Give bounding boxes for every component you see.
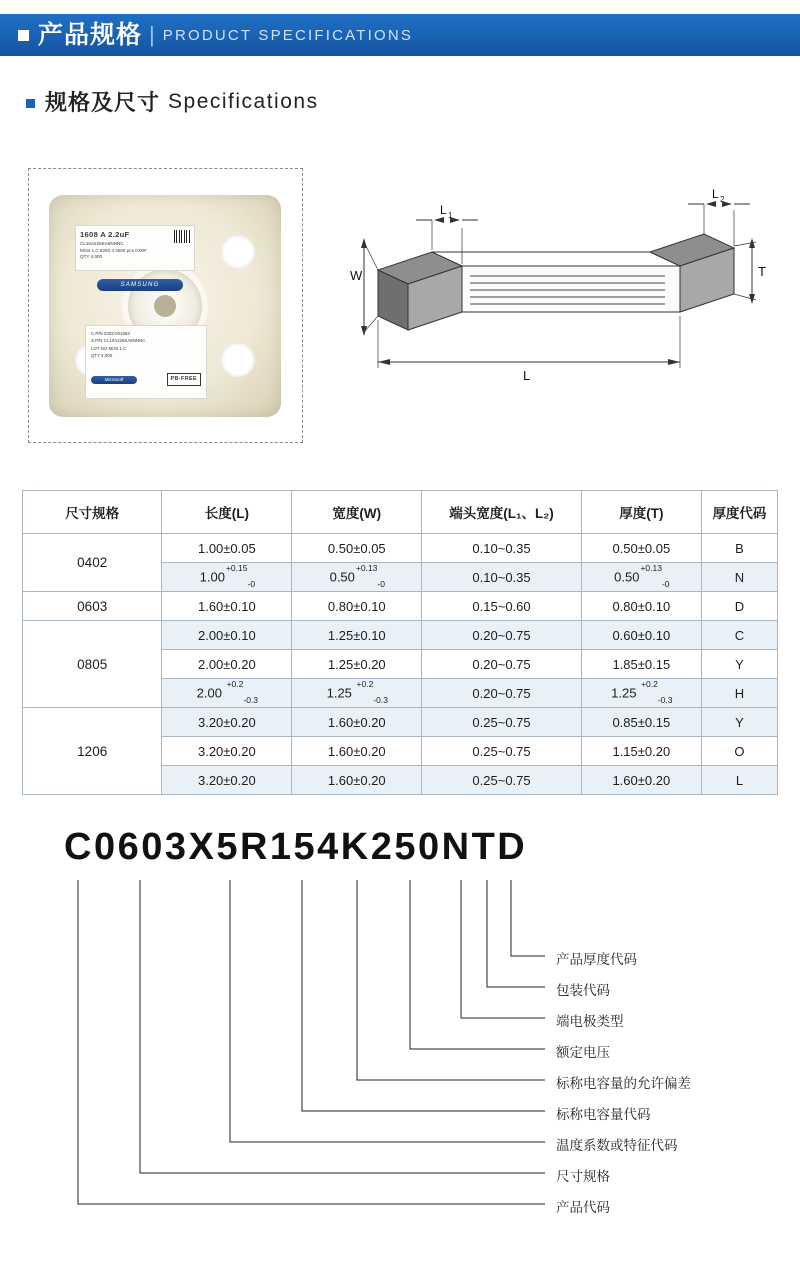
section-bullet-icon: [26, 99, 35, 108]
svg-text:W: W: [350, 268, 363, 283]
svg-text:2: 2: [720, 195, 725, 204]
reel-label-lot: M/34 1.C 8250 4 4000 pcs 0.00F: [80, 247, 147, 253]
svg-text:T: T: [758, 264, 766, 279]
col-header-thickness-code: 厚度代码: [701, 491, 777, 534]
cell-length: 2.00±0.10: [162, 621, 292, 650]
page-header: [0, 14, 800, 56]
cell-terminal: 0.15~0.60: [422, 592, 582, 621]
cell-code: L: [701, 766, 777, 795]
dimension-table: [22, 490, 778, 795]
svg-text:L: L: [440, 203, 447, 217]
table-header: [23, 491, 778, 534]
product-photo-frame: [28, 168, 303, 443]
part-number-text: C0603X5R154K250NTD: [64, 826, 528, 868]
cell-code: D: [701, 592, 777, 621]
cell-width: 1.60±0.20: [292, 708, 422, 737]
reel-photo: [37, 177, 294, 434]
cell-code: Y: [701, 708, 777, 737]
cell-size: 1206: [23, 708, 162, 795]
cell-terminal: 0.20~0.75: [422, 650, 582, 679]
barcode-icon: [174, 230, 190, 243]
header-divider: |: [149, 22, 155, 47]
brand-logo-top: SAMSUNG: [97, 279, 183, 291]
cell-thickness: 1.85±0.15: [581, 650, 701, 679]
legend-capacitance-tolerance: 标称电容量的允许偏差: [556, 1076, 691, 1091]
cell-width: 0.80±0.10: [292, 592, 422, 621]
svg-text:L: L: [523, 368, 531, 383]
cell-length: 3.20±0.20: [162, 708, 292, 737]
label-qty: QTY 4,000: [91, 353, 113, 359]
cell-size: 0805: [23, 621, 162, 708]
reel-bottom-label: [85, 325, 207, 399]
label-spn: S.P/N CL10A225KA8NNNC: [91, 338, 146, 344]
reel-label-code: CL10A225KA8NNNC: [80, 241, 124, 246]
header-bullet-icon: [18, 30, 29, 41]
brand-logo-bottom: Microsoft: [91, 376, 137, 384]
cell-code: N: [701, 563, 777, 592]
legend-packaging-code: 包装代码: [556, 983, 610, 998]
cell-width: $0.50^{+0.13}_{-0}$: [292, 563, 422, 592]
cell-length: 3.20±0.20: [162, 737, 292, 766]
pb-free-badge: PB-FREE: [167, 373, 201, 386]
cell-size: 0402: [23, 534, 162, 592]
cell-thickness: 1.25 $^{+0.2}_{-0.3}$: [581, 679, 701, 708]
drawing-svg: [320, 180, 780, 430]
cell-width: 1.60±0.20: [292, 766, 422, 795]
cell-thickness: $0.50^{+0.13}_{-0}$: [581, 563, 701, 592]
cell-terminal: 0.20~0.75: [422, 621, 582, 650]
section-title: [26, 86, 319, 117]
legend-rated-voltage: 额定电压: [556, 1045, 610, 1060]
cell-terminal: 0.25~0.75: [422, 766, 582, 795]
cell-size: 0603: [23, 592, 162, 621]
cell-width: 1.60±0.20: [292, 737, 422, 766]
legend-termination-type: 端电极类型: [556, 1014, 624, 1029]
cell-width: 1.25±0.10: [292, 621, 422, 650]
table-row: [23, 534, 778, 563]
cell-code: O: [701, 737, 777, 766]
reel-slot: [221, 235, 255, 269]
table-header-row: [23, 491, 778, 534]
decode-leader-lines: [0, 826, 800, 1256]
label-lotno: LOT NO M/34 1.C: [91, 345, 127, 351]
reel-slot: [221, 343, 255, 377]
table-row: [23, 592, 778, 621]
cell-code: H: [701, 679, 777, 708]
reel-label-part: 1608 A 2.2uF: [80, 230, 130, 239]
cell-length: 1.00±0.05: [162, 534, 292, 563]
cell-thickness: 0.50±0.05: [581, 534, 701, 563]
svg-text:1: 1: [448, 211, 453, 220]
cell-code: Y: [701, 650, 777, 679]
cell-thickness: 0.85±0.15: [581, 708, 701, 737]
table-row: [23, 621, 778, 650]
legend-product-code: 产品代码: [556, 1200, 610, 1215]
cell-terminal: 0.20~0.75: [422, 679, 582, 708]
cell-length: 1.60±0.10: [162, 592, 292, 621]
legend-capacitance-code: 标称电容量代码: [556, 1107, 651, 1122]
col-header-size: 尺寸规格: [23, 491, 162, 534]
component-dimension-drawing: [320, 180, 780, 430]
cell-terminal: 0.10~0.35: [422, 563, 582, 592]
col-header-length: 长度(L): [162, 491, 292, 534]
col-header-terminal-width: 端头宽度(L₁、L₂): [422, 491, 582, 534]
cell-width: 0.50±0.05: [292, 534, 422, 563]
table-body: [23, 534, 778, 795]
section-title-cn: 规格及尺寸: [45, 90, 161, 115]
cell-thickness: 0.80±0.10: [581, 592, 701, 621]
legend-thickness-code: 产品厚度代码: [556, 952, 637, 967]
label-cpn: C.P/N 3302-001693: [91, 331, 130, 336]
table-row: [23, 708, 778, 737]
cell-thickness: 1.15±0.20: [581, 737, 701, 766]
cell-code: B: [701, 534, 777, 563]
cell-code: C: [701, 621, 777, 650]
cell-width: 1.25±0.20: [292, 650, 422, 679]
tape-reel-graphic: [49, 195, 281, 417]
cell-length: $1.00^{+0.15}_{-0}$: [162, 563, 292, 592]
part-number-decode: [0, 826, 800, 1256]
cell-terminal: 0.10~0.35: [422, 534, 582, 563]
svg-text:L: L: [712, 187, 719, 201]
reel-label-qty: QTY 4.000: [80, 254, 103, 260]
cell-length: 2.00 $^{+0.2}_{-0.3}$: [162, 679, 292, 708]
cell-thickness: 1.60±0.20: [581, 766, 701, 795]
cell-terminal: 0.25~0.75: [422, 737, 582, 766]
section-title-en: Specifications: [168, 89, 319, 113]
header-title-en: PRODUCT SPECIFICATIONS: [162, 26, 414, 44]
header-title-cn: 产品规格: [38, 20, 143, 49]
cell-terminal: 0.25~0.75: [422, 708, 582, 737]
col-header-width: 宽度(W): [292, 491, 422, 534]
cell-length: 2.00±0.20: [162, 650, 292, 679]
legend-temperature-characteristic: 温度系数或特征代码: [556, 1138, 678, 1153]
reel-top-label: [75, 225, 195, 271]
cell-thickness: 0.60±0.10: [581, 621, 701, 650]
cell-width: 1.25 $^{+0.2}_{-0.3}$: [292, 679, 422, 708]
cell-length: 3.20±0.20: [162, 766, 292, 795]
col-header-thickness: 厚度(T): [581, 491, 701, 534]
legend-size-spec: 尺寸规格: [556, 1169, 610, 1184]
